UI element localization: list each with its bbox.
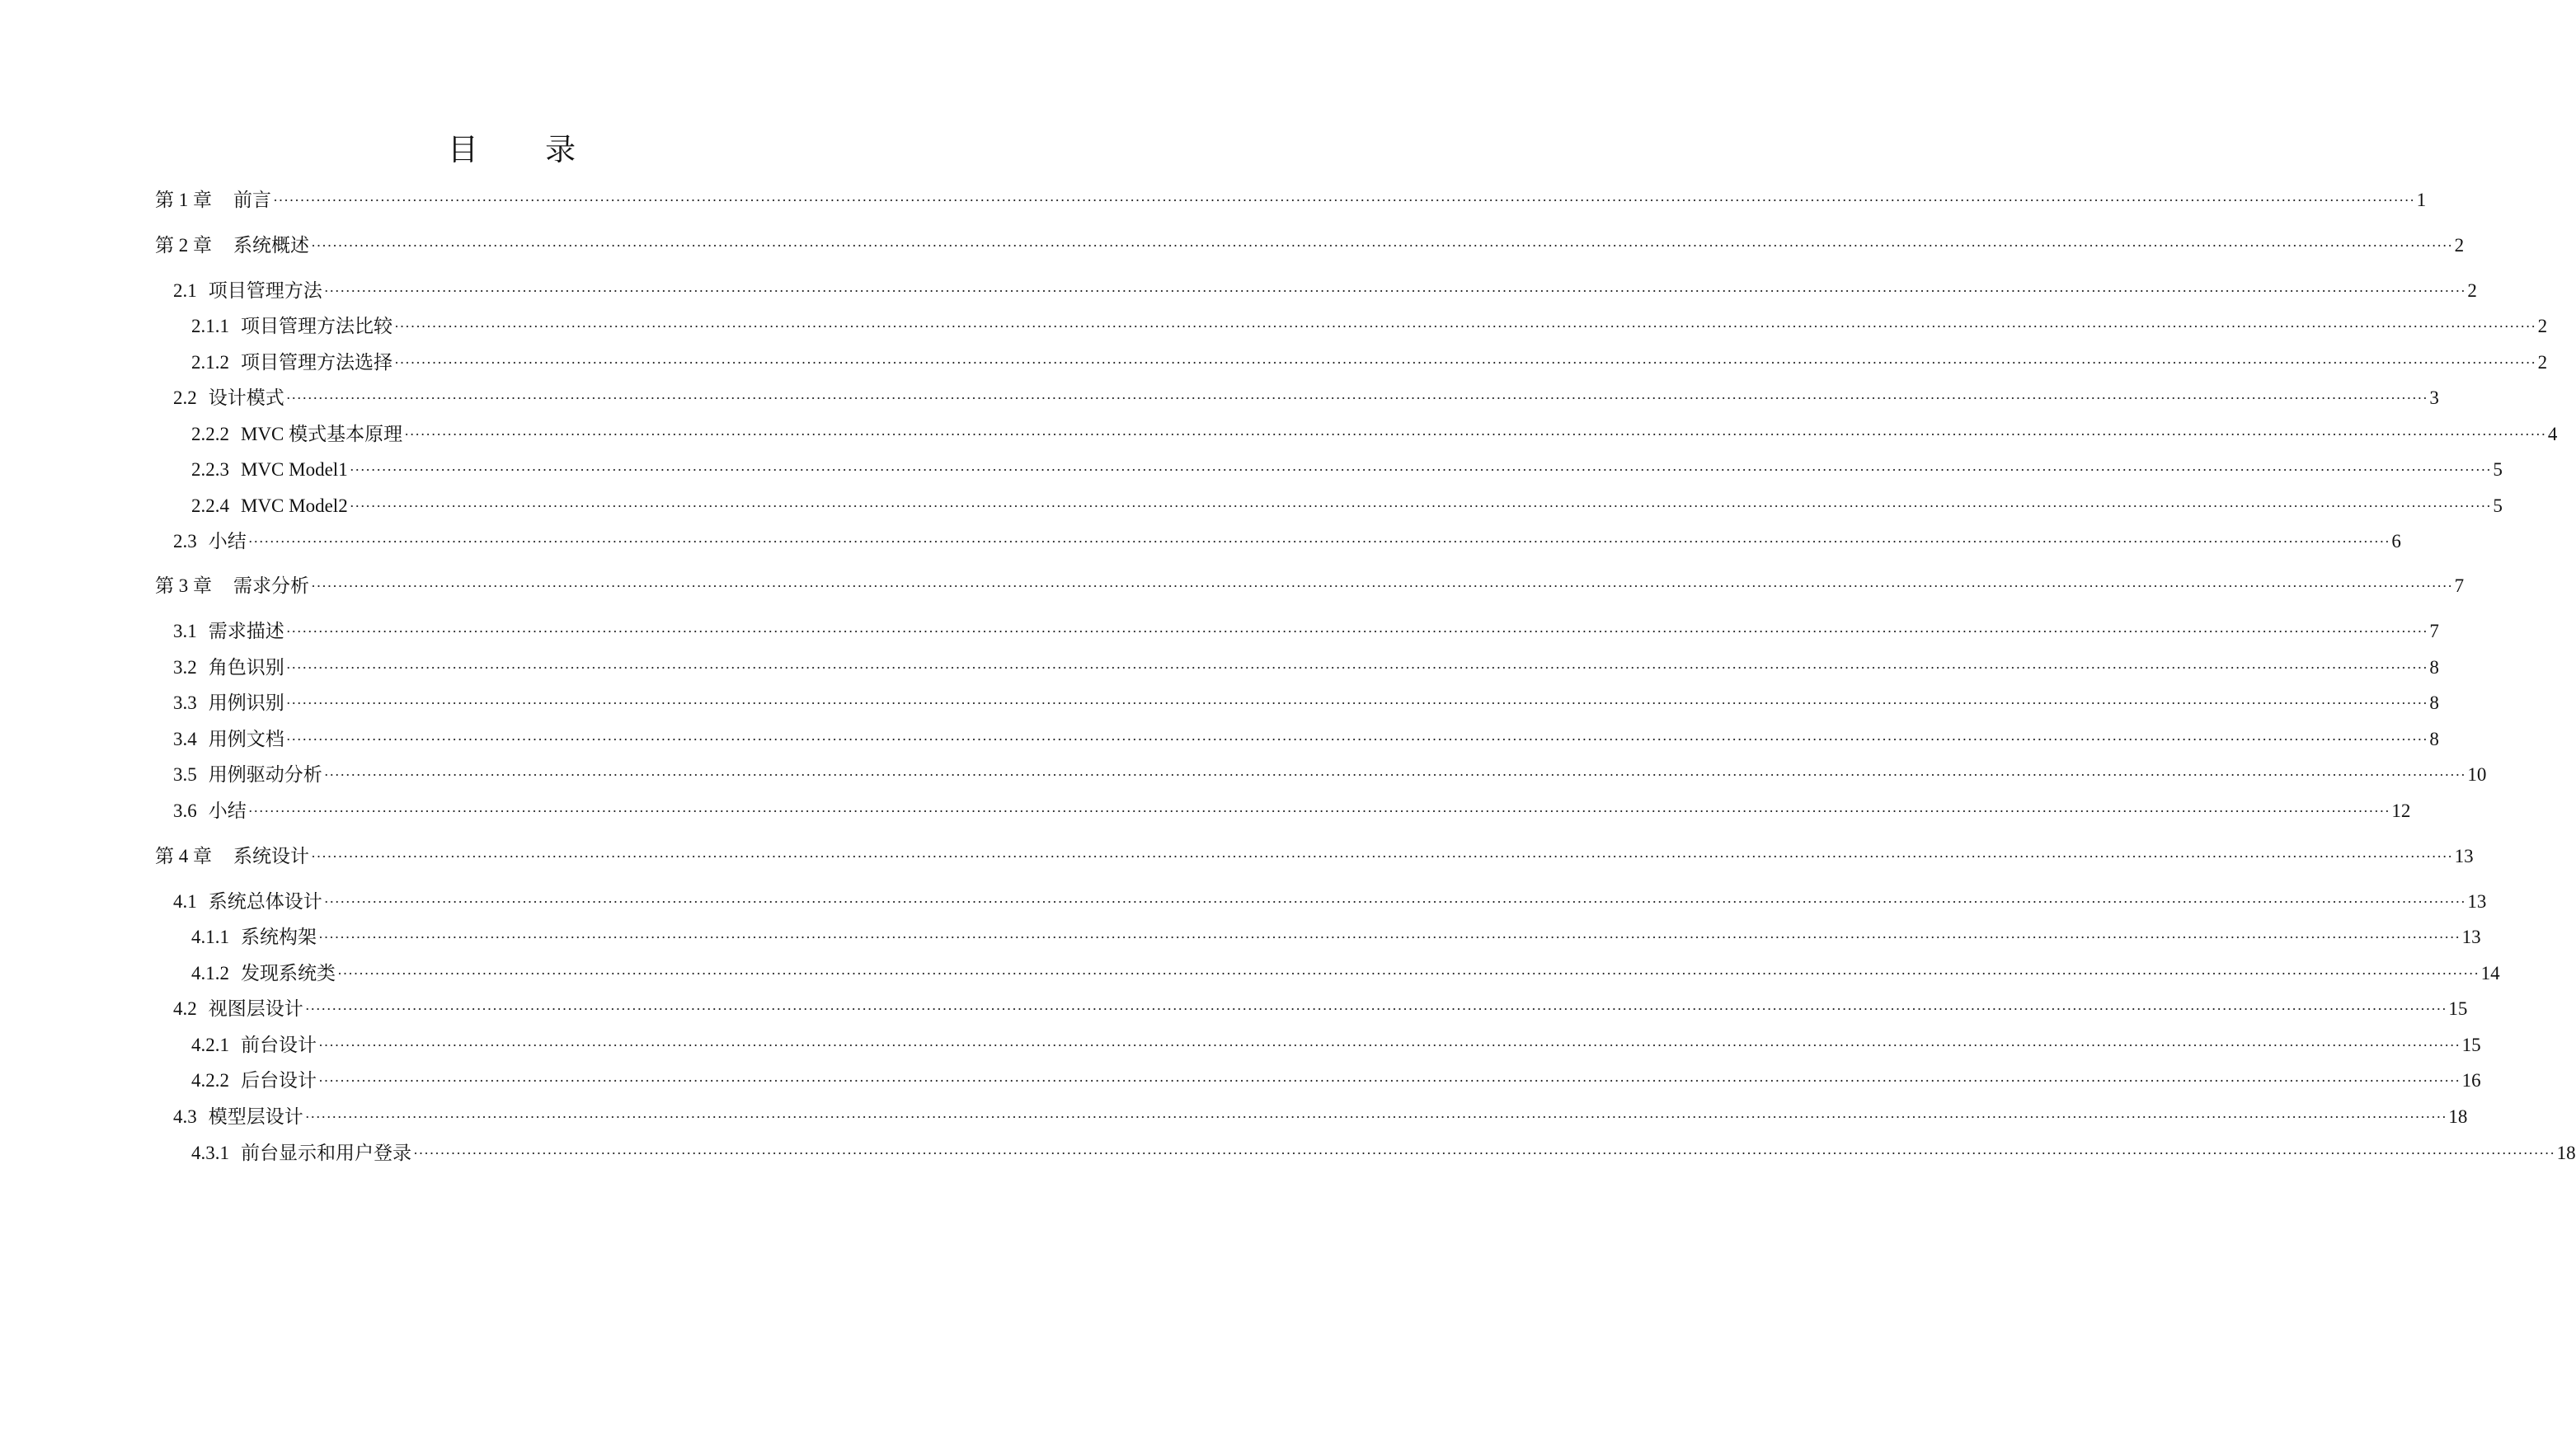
toc-entry[interactable] (155, 384, 2439, 412)
toc-entry-title: 前台设计 (241, 1035, 317, 1055)
toc-entry-title: 视图层设计 (208, 998, 303, 1019)
toc-entry-label (191, 349, 394, 377)
toc-entry-number: 3.2 (173, 657, 197, 678)
toc-entry-page: 13 (2454, 846, 2474, 866)
toc-entry-number: 4.2 (173, 998, 197, 1019)
toc-entry[interactable] (155, 725, 2439, 754)
dot-leader: ················································································································································································································································································································································································································ (304, 1001, 2447, 1017)
toc-entry-page: 13 (2461, 927, 2481, 947)
toc-entry-page: 15 (2461, 1035, 2481, 1055)
toc-entry-label (155, 572, 311, 600)
page-title: 目 录 (447, 134, 606, 167)
dot-leader: ················································································································································································································································································································································································································ (247, 533, 2390, 550)
toc-entry-label (191, 923, 318, 951)
toc-entry-label (173, 384, 286, 412)
dot-leader: ················································································································································································································································································································································································································ (394, 354, 2536, 371)
toc-entry-page: 6 (2391, 531, 2401, 552)
toc-entry-number: 第 1 章 (155, 190, 212, 210)
toc-entry-label (173, 654, 286, 682)
toc-entry-page: 4 (2547, 424, 2558, 444)
dot-leader: ················································································································································································································································································································································································································ (285, 390, 2428, 406)
dot-leader: ················································································································································································································································································································································································································ (311, 237, 2453, 254)
toc-entry-page: 12 (2391, 800, 2411, 821)
toc-entry-number: 4.2.2 (191, 1070, 229, 1091)
toc-entry-title: 用例驱动分析 (208, 764, 322, 785)
toc-entry-title: MVC Model1 (241, 459, 348, 480)
toc-entry[interactable] (155, 1031, 2481, 1059)
toc-entry-number: 3.1 (173, 621, 197, 641)
toc-entry[interactable] (155, 492, 2503, 520)
toc-entry-title: 需求描述 (208, 621, 284, 641)
toc-entry-number: 3.3 (173, 692, 197, 713)
dot-leader: ················································································································································································································································································································································································································ (349, 462, 2492, 478)
toc-entry-page: 5 (2493, 459, 2503, 480)
toc-entry-number: 3.5 (173, 764, 197, 785)
toc-entry-label (173, 797, 248, 825)
toc-entry-number: 2.2.3 (191, 459, 229, 480)
dot-leader: ················································································································································································································································································································································································································ (311, 848, 2453, 865)
toc-entry-page: 13 (2467, 891, 2487, 912)
toc-entry-page: 5 (2493, 495, 2503, 516)
toc-entry-number: 3.6 (173, 800, 197, 821)
dot-leader: ················································································································································································································································································································································································································ (247, 803, 2390, 819)
toc-entry-label (173, 995, 305, 1023)
toc-entry-title: 用例识别 (208, 692, 284, 713)
dot-leader: ················································································································································································································································································································································································································ (285, 623, 2428, 640)
toc-entry-label (191, 420, 404, 448)
toc-entry-page: 8 (2429, 692, 2439, 713)
toc-entry-label (173, 888, 324, 916)
toc-entry[interactable] (155, 277, 2477, 305)
toc-entry-page: 2 (2537, 316, 2548, 336)
toc-entry[interactable] (155, 888, 2487, 916)
toc-entry-number: 2.2.2 (191, 424, 229, 444)
toc-entry[interactable] (155, 312, 2548, 340)
toc-entry[interactable] (155, 1139, 2576, 1167)
toc-entry-page: 3 (2429, 387, 2439, 408)
toc-entry-label (191, 1139, 413, 1167)
dot-leader: ················································································································································································································································································································································································································ (318, 929, 2461, 946)
dot-leader: ················································································································································································································································································································································································································ (304, 1109, 2447, 1125)
dot-leader: ················································································································································································································································································································································································································ (337, 965, 2480, 982)
toc-entry-page: 16 (2461, 1070, 2481, 1091)
dot-leader: ················································································································································································································································································································································································································ (285, 695, 2428, 711)
dot-leader: ················································································································································································································································································································································································································ (349, 498, 2492, 514)
toc-entry-number: 3.4 (173, 729, 197, 749)
toc-entry-number: 2.3 (173, 531, 197, 552)
toc-entry-title: 项目管理方法 (208, 280, 322, 301)
toc-entry-page: 14 (2480, 963, 2500, 984)
toc-entry-page: 8 (2429, 729, 2439, 749)
toc-entry-number: 4.1.2 (191, 963, 229, 984)
toc-entry-title: 系统概述 (233, 235, 309, 256)
toc-entry-title: 系统总体设计 (208, 891, 322, 912)
toc-entry-title: 系统构架 (241, 927, 317, 947)
toc-entry-label (155, 232, 311, 260)
toc-entry-page: 7 (2429, 621, 2439, 641)
toc-entry-label (191, 1031, 318, 1059)
toc-entry-label (173, 1103, 305, 1131)
toc-entry-label (173, 761, 324, 789)
toc-entry-page: 2 (2467, 280, 2477, 301)
toc-entry-title: 前台显示和用户登录 (241, 1143, 411, 1163)
dot-leader: ················································································································································································································································································································································································································ (318, 1037, 2461, 1054)
toc-entry-number: 2.2 (173, 387, 197, 408)
toc-entry-number: 第 4 章 (155, 846, 212, 866)
toc-entry-title: 前言 (233, 190, 271, 210)
dot-leader: ················································································································································································································································································································································································································ (285, 660, 2428, 676)
toc-entry-label (191, 456, 350, 484)
toc-entry[interactable] (155, 843, 2474, 871)
toc-entry-title: 发现系统类 (241, 963, 336, 984)
toc-entry-page: 2 (2537, 352, 2548, 373)
toc-entry-label (191, 960, 337, 988)
toc-entry-label (191, 312, 394, 340)
toc-entry[interactable] (155, 923, 2481, 951)
dot-leader: ················································································································································································································································································································································································································ (323, 283, 2466, 299)
toc-entry[interactable] (155, 186, 2427, 214)
toc-entry-label (155, 186, 273, 214)
toc-entry-number: 4.1.1 (191, 927, 229, 947)
toc-entry-number: 4.3 (173, 1106, 197, 1127)
toc-entry[interactable] (155, 1067, 2481, 1095)
dot-leader: ················································································································································································································································································································································································································ (323, 767, 2466, 783)
toc-entry-page: 18 (2556, 1143, 2576, 1163)
toc-entry-number: 2.1.2 (191, 352, 229, 373)
toc-entry[interactable] (155, 995, 2468, 1023)
toc-entry[interactable] (155, 654, 2439, 682)
toc-entry-page: 18 (2448, 1106, 2468, 1127)
toc-entry-title: 小结 (208, 800, 247, 821)
toc-entry[interactable] (155, 617, 2439, 646)
toc-entry-title: MVC Model2 (241, 495, 348, 516)
toc-entry-number: 4.1 (173, 891, 197, 912)
toc-entry-number: 2.1 (173, 280, 197, 301)
toc-entry-title: 需求分析 (233, 575, 309, 596)
toc-entry[interactable] (155, 761, 2487, 789)
toc-entry[interactable] (155, 232, 2465, 260)
dot-leader: ················································································································································································································································································································································································································ (285, 731, 2428, 748)
toc-entry-page: 8 (2429, 657, 2439, 678)
dot-leader: ················································································································································································································································································································································································································ (311, 578, 2453, 594)
toc-entry-page: 2 (2454, 235, 2465, 256)
toc-entry-title: 角色识别 (208, 657, 284, 678)
toc-entry[interactable] (155, 1103, 2468, 1131)
toc-entry-label (173, 689, 286, 717)
toc-entry-page: 7 (2454, 575, 2465, 596)
toc-entry-label (173, 725, 286, 754)
toc-entry-title: 用例文档 (208, 729, 284, 749)
dot-leader: ················································································································································································································································································································································································································ (323, 894, 2466, 910)
toc-entry-label (173, 528, 248, 556)
toc-entry-page: 1 (2416, 190, 2427, 210)
toc-entry[interactable] (155, 689, 2439, 717)
toc-entry-label (173, 617, 286, 646)
toc-entry-title: MVC 模式基本原理 (241, 424, 403, 444)
toc-entry-label (191, 492, 350, 520)
toc-entry-number: 第 2 章 (155, 235, 212, 256)
toc-entry[interactable] (155, 960, 2500, 988)
toc-entry[interactable] (155, 420, 2558, 448)
toc-entry-title: 后台设计 (241, 1070, 317, 1091)
dot-leader: ················································································································································································································································································································································································································ (318, 1073, 2461, 1089)
toc-entry-number: 2.1.1 (191, 316, 229, 336)
toc-entry-page: 15 (2448, 998, 2468, 1019)
toc-entry-page: 10 (2467, 764, 2487, 785)
toc-entry-number: 4.3.1 (191, 1143, 229, 1163)
dot-leader: ················································································································································································································································································································································································································ (413, 1145, 2555, 1162)
toc-entry-title: 设计模式 (208, 387, 284, 408)
dot-leader: ················································································································································································································································································································································································································ (273, 192, 2415, 209)
toc-entry-title: 项目管理方法比较 (241, 316, 393, 336)
toc-entry[interactable] (155, 456, 2503, 484)
toc-entry[interactable] (155, 349, 2548, 377)
toc-entry[interactable] (155, 528, 2401, 556)
dot-leader: ················································································································································································································································································································································································································ (404, 426, 2546, 443)
toc-entry-title: 模型层设计 (208, 1106, 303, 1127)
toc-entry-number: 4.2.1 (191, 1035, 229, 1055)
toc-entry-title: 项目管理方法选择 (241, 352, 393, 373)
toc-entry-title: 系统设计 (233, 846, 309, 866)
toc-entry[interactable] (155, 572, 2465, 600)
toc-entry[interactable] (155, 797, 2411, 825)
toc-entry-label (191, 1067, 318, 1095)
toc-entry-number: 第 3 章 (155, 575, 212, 596)
toc-entry-number: 2.2.4 (191, 495, 229, 516)
toc-entry-label (155, 843, 311, 871)
dot-leader: ················································································································································································································································································································································································································ (394, 318, 2536, 335)
toc-entry-title: 小结 (208, 531, 247, 552)
toc-entry-label (173, 277, 324, 305)
